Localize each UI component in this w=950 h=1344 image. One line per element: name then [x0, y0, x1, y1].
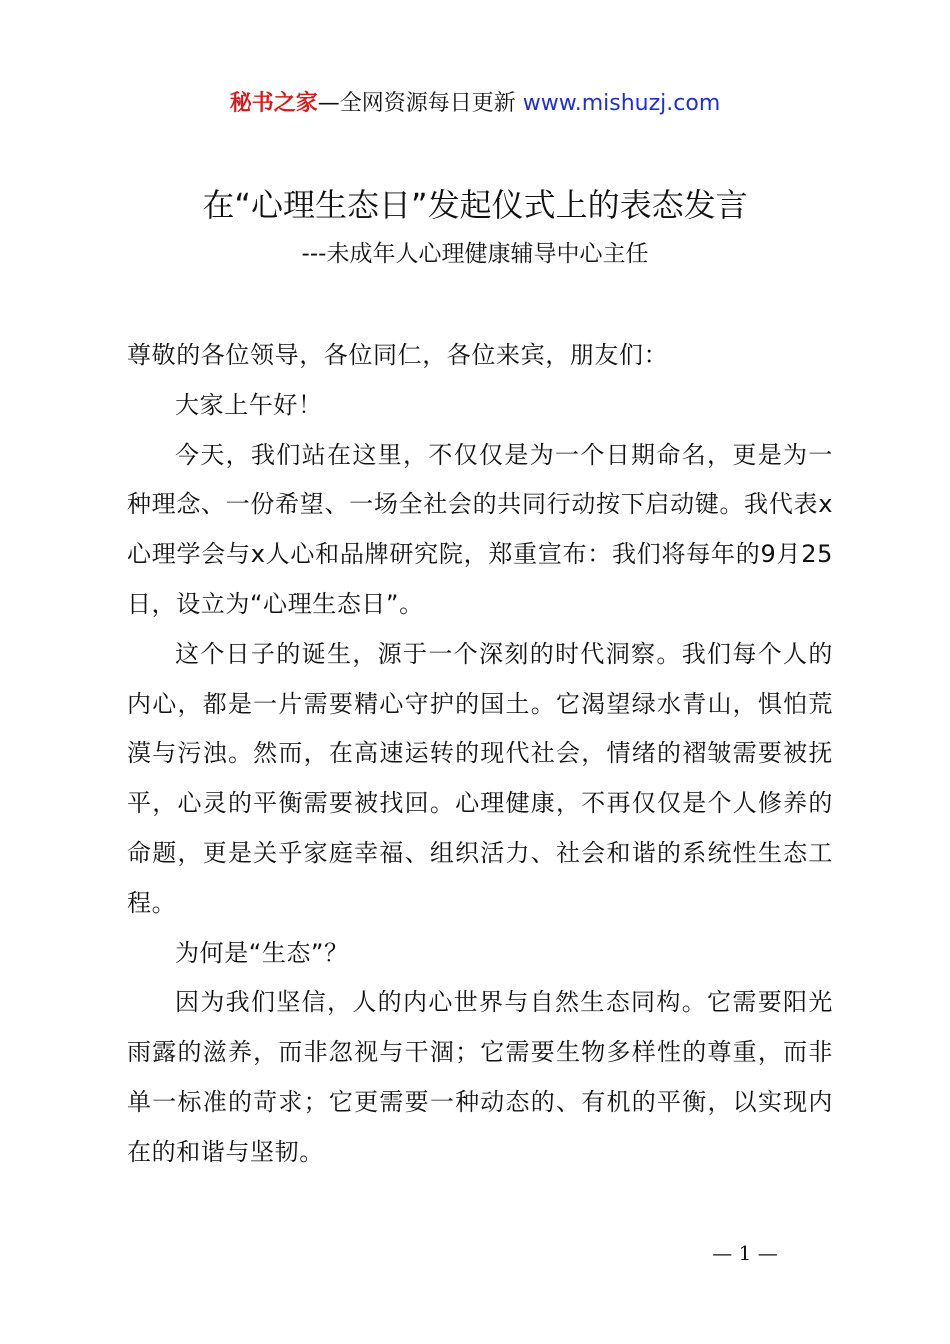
paragraph: 为何是“生态”？ — [175, 938, 349, 967]
paragraph: 大家上午好！ — [175, 390, 323, 419]
site-header — [0, 86, 950, 122]
paragraph: 这个日子的诞生，源于一个深刻的时代洞察。我们每个人的内心，都是一片需要精心守护的国土。它渴望绿水青山，惧怕荒漠与污浊。然而，在高速运转的现代社会，情绪的褶皱需要被抚平，心灵的平衡需要被找回。心理健康，不再仅仅是个人修养的命题，更是关乎家庭幸福、组织活力、社会和谐的系统性生态工程。 — [127, 639, 833, 917]
document-title: 在“心理生态日”发起仪式上的表态发言 — [202, 186, 748, 224]
document-body — [127, 331, 833, 1178]
document-subtitle: ---未成年人心理健康辅导中心主任 — [301, 241, 649, 267]
paragraph: 因为我们坚信，人的内心世界与自然生态同构。它需要阳光雨露的滋养，而非忽视与干涸；它需要生物多样性的尊重，而非单一标准的苛求；它更需要一种动态的、有机的平衡，以实现内在的和谐与坚韧。 — [127, 988, 833, 1166]
site-url[interactable]: www.mishuzj.com — [522, 91, 721, 116]
paragraph: 今天，我们站在这里，不仅仅是为一个日期命名，更是为一种理念、一份希望、一场全社会的共同行动按下启动键。我代表x心理学会与x人心和品牌研究院，郑重宣布：我们将每年的9月25日，设立为“心理生态日”。 — [127, 440, 833, 618]
site-brand: 秘书之家 — [229, 91, 318, 116]
page-number: — 1 — — [712, 1241, 778, 1265]
salutation: 尊敬的各位领导，各位同仁，各位来宾，朋友们： — [127, 341, 669, 369]
site-slogan: —全网资源每日更新 — [317, 91, 516, 116]
